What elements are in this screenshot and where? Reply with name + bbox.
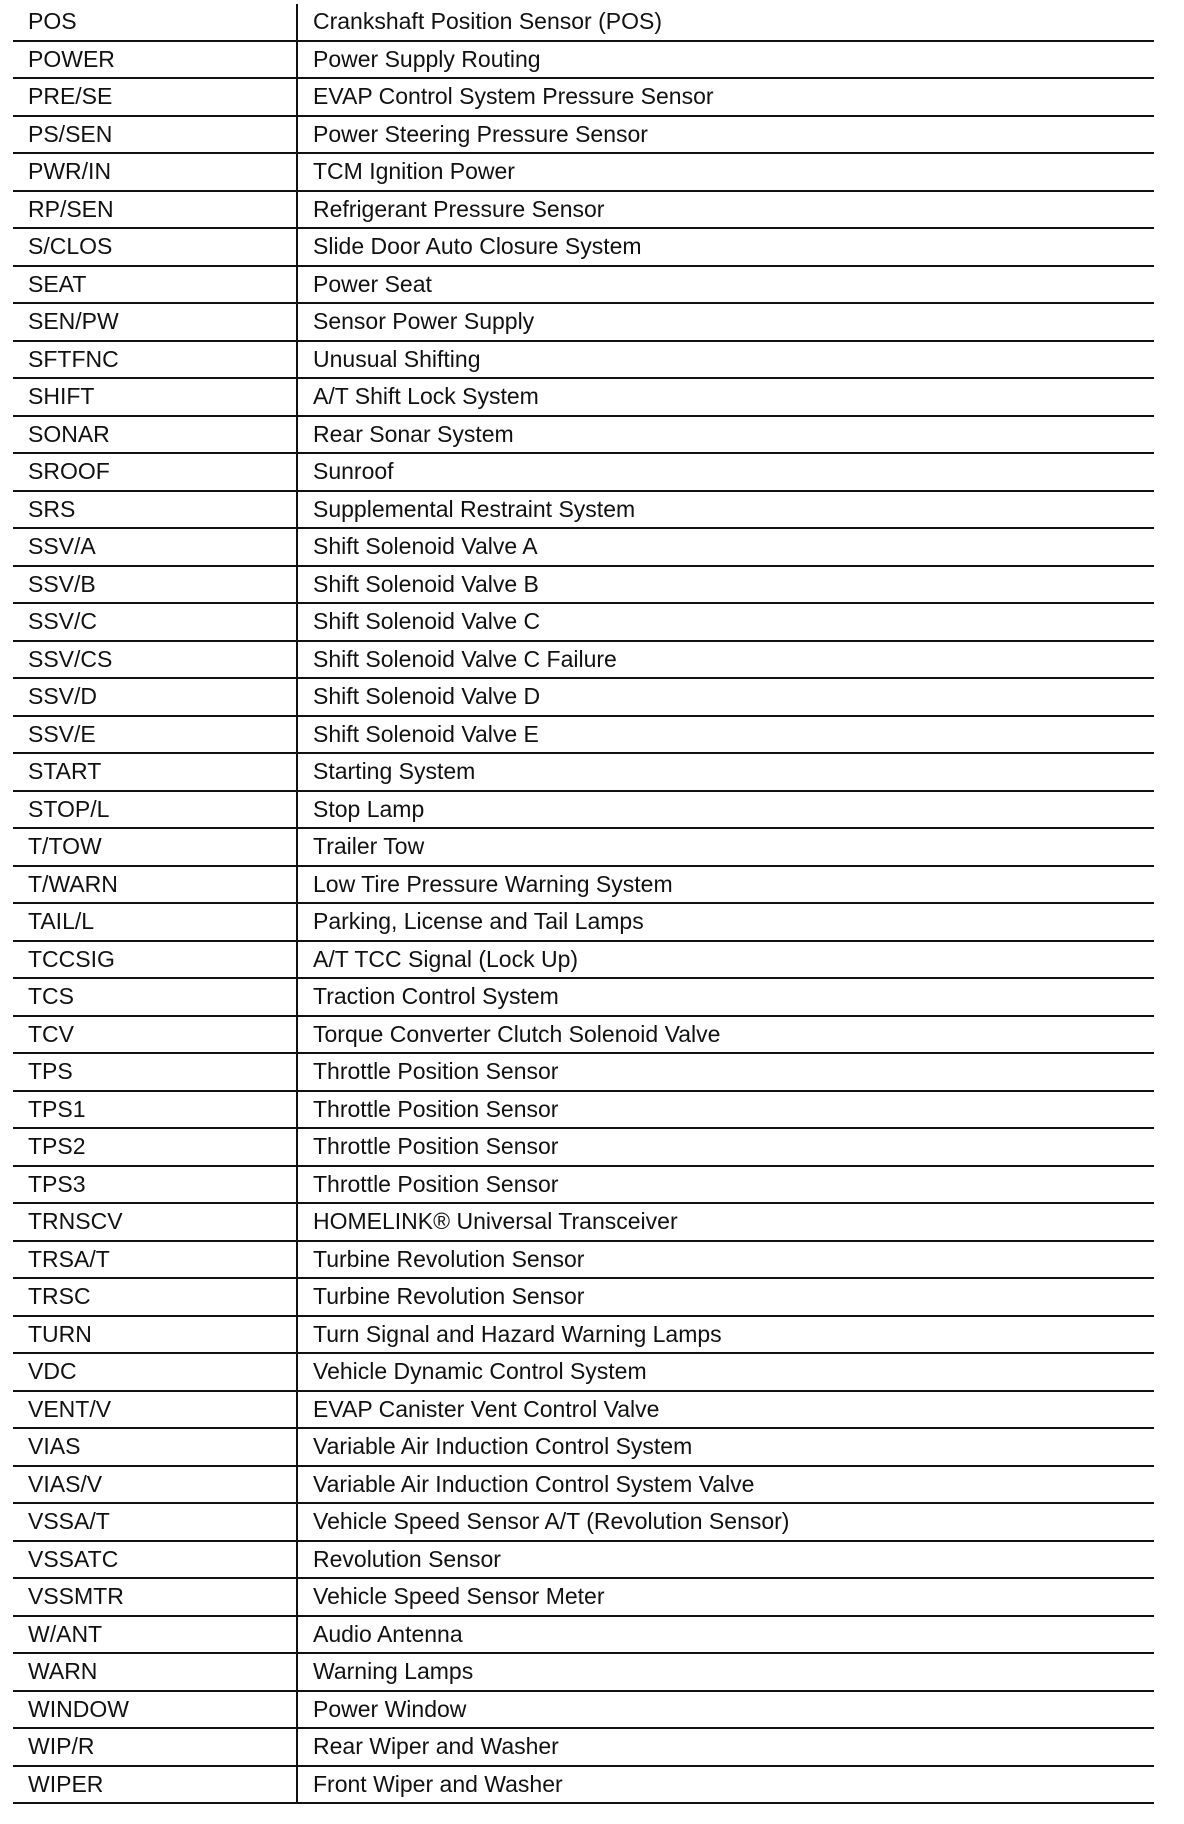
abbreviation-code-cell: VIAS/V	[13, 1466, 297, 1504]
abbreviation-description-cell: EVAP Canister Vent Control Valve	[297, 1391, 1154, 1429]
abbreviation-code-cell: TAIL/L	[13, 903, 297, 941]
table-row	[13, 1728, 1154, 1766]
abbreviation-table-body	[13, 4, 1154, 1803]
abbreviation-code-cell: TPS3	[13, 1166, 297, 1204]
abbreviation-code-cell: W/ANT	[13, 1616, 297, 1654]
table-row	[13, 378, 1154, 416]
abbreviation-description-cell: Shift Solenoid Valve A	[297, 528, 1154, 566]
table-row	[13, 116, 1154, 154]
table-row	[13, 416, 1154, 454]
abbreviation-description-cell: Shift Solenoid Valve E	[297, 716, 1154, 754]
abbreviation-description-cell: Variable Air Induction Control System Valve	[297, 1466, 1154, 1504]
abbreviation-code-cell: WARN	[13, 1653, 297, 1691]
abbreviation-code-cell: SEAT	[13, 266, 297, 304]
table-row	[13, 1278, 1154, 1316]
table-row	[13, 1653, 1154, 1691]
abbreviation-code-cell: VSSATC	[13, 1541, 297, 1579]
abbreviation-description-cell: Shift Solenoid Valve D	[297, 678, 1154, 716]
abbreviation-description-cell: Variable Air Induction Control System	[297, 1428, 1154, 1466]
abbreviation-code-cell: TRNSCV	[13, 1203, 297, 1241]
abbreviation-code-cell: TRSA/T	[13, 1241, 297, 1279]
table-row	[13, 941, 1154, 979]
abbreviation-description-cell: Slide Door Auto Closure System	[297, 228, 1154, 266]
abbreviation-code-cell: PRE/SE	[13, 78, 297, 116]
table-row	[13, 603, 1154, 641]
abbreviation-code-cell: START	[13, 753, 297, 791]
table-row	[13, 1128, 1154, 1166]
table-row	[13, 453, 1154, 491]
abbreviation-description-cell: Turbine Revolution Sensor	[297, 1278, 1154, 1316]
abbreviation-description-cell: Power Steering Pressure Sensor	[297, 116, 1154, 154]
abbreviation-code-cell: VENT/V	[13, 1391, 297, 1429]
abbreviation-table	[13, 4, 1154, 1804]
abbreviation-code-cell: POS	[13, 4, 297, 41]
abbreviation-description-cell: Vehicle Dynamic Control System	[297, 1353, 1154, 1391]
abbreviation-code-cell: TRSC	[13, 1278, 297, 1316]
abbreviation-code-cell: SSV/B	[13, 566, 297, 604]
abbreviation-code-cell: SHIFT	[13, 378, 297, 416]
table-row	[13, 1691, 1154, 1729]
abbreviation-description-cell: Turn Signal and Hazard Warning Lamps	[297, 1316, 1154, 1354]
abbreviation-code-cell: SSV/E	[13, 716, 297, 754]
abbreviation-code-cell: STOP/L	[13, 791, 297, 829]
table-row	[13, 1503, 1154, 1541]
abbreviation-description-cell: Shift Solenoid Valve C Failure	[297, 641, 1154, 679]
table-row	[13, 828, 1154, 866]
abbreviation-code-cell: T/TOW	[13, 828, 297, 866]
abbreviation-code-cell: TCS	[13, 978, 297, 1016]
abbreviation-description-cell: Warning Lamps	[297, 1653, 1154, 1691]
abbreviation-description-cell: Supplemental Restraint System	[297, 491, 1154, 529]
abbreviation-code-cell: SSV/CS	[13, 641, 297, 679]
abbreviation-code-cell: T/WARN	[13, 866, 297, 904]
table-row	[13, 1241, 1154, 1279]
abbreviation-code-cell: POWER	[13, 41, 297, 79]
abbreviation-description-cell: Front Wiper and Washer	[297, 1766, 1154, 1804]
table-row	[13, 1466, 1154, 1504]
table-row	[13, 978, 1154, 1016]
table-row	[13, 1428, 1154, 1466]
table-row	[13, 1053, 1154, 1091]
table-row	[13, 1353, 1154, 1391]
abbreviation-code-cell: RP/SEN	[13, 191, 297, 229]
abbreviation-code-cell: VSSMTR	[13, 1578, 297, 1616]
table-row	[13, 791, 1154, 829]
abbreviation-description-cell: Starting System	[297, 753, 1154, 791]
table-row	[13, 153, 1154, 191]
abbreviation-description-cell: Shift Solenoid Valve B	[297, 566, 1154, 604]
abbreviation-description-cell: Vehicle Speed Sensor A/T (Revolution Sensor)	[297, 1503, 1154, 1541]
abbreviation-code-cell: WINDOW	[13, 1691, 297, 1729]
table-row	[13, 1016, 1154, 1054]
table-row	[13, 341, 1154, 379]
abbreviation-description-cell: Parking, License and Tail Lamps	[297, 903, 1154, 941]
abbreviation-description-cell: Rear Sonar System	[297, 416, 1154, 454]
abbreviation-code-cell: TCV	[13, 1016, 297, 1054]
abbreviation-description-cell: Trailer Tow	[297, 828, 1154, 866]
abbreviation-description-cell: Throttle Position Sensor	[297, 1128, 1154, 1166]
table-row	[13, 303, 1154, 341]
table-row	[13, 1316, 1154, 1354]
table-row	[13, 903, 1154, 941]
table-row	[13, 1166, 1154, 1204]
table-row	[13, 1766, 1154, 1804]
abbreviation-description-cell: Power Seat	[297, 266, 1154, 304]
abbreviation-description-cell: Shift Solenoid Valve C	[297, 603, 1154, 641]
abbreviation-description-cell: Unusual Shifting	[297, 341, 1154, 379]
table-row	[13, 1578, 1154, 1616]
abbreviation-code-cell: WIPER	[13, 1766, 297, 1804]
abbreviation-code-cell: PWR/IN	[13, 153, 297, 191]
abbreviation-description-cell: Sunroof	[297, 453, 1154, 491]
abbreviation-description-cell: Stop Lamp	[297, 791, 1154, 829]
abbreviation-description-cell: HOMELINK® Universal Transceiver	[297, 1203, 1154, 1241]
abbreviation-table-container	[13, 4, 1154, 1804]
table-row	[13, 78, 1154, 116]
table-row	[13, 866, 1154, 904]
abbreviation-code-cell: PS/SEN	[13, 116, 297, 154]
abbreviation-code-cell: SSV/D	[13, 678, 297, 716]
table-row	[13, 566, 1154, 604]
abbreviation-description-cell: Rear Wiper and Washer	[297, 1728, 1154, 1766]
abbreviation-description-cell: Turbine Revolution Sensor	[297, 1241, 1154, 1279]
abbreviation-description-cell: Crankshaft Position Sensor (POS)	[297, 4, 1154, 41]
abbreviation-description-cell: Refrigerant Pressure Sensor	[297, 191, 1154, 229]
abbreviation-code-cell: TPS	[13, 1053, 297, 1091]
table-row	[13, 528, 1154, 566]
table-row	[13, 716, 1154, 754]
table-row	[13, 228, 1154, 266]
abbreviation-code-cell: VSSA/T	[13, 1503, 297, 1541]
abbreviation-description-cell: A/T TCC Signal (Lock Up)	[297, 941, 1154, 979]
abbreviation-description-cell: Vehicle Speed Sensor Meter	[297, 1578, 1154, 1616]
abbreviation-code-cell: SSV/A	[13, 528, 297, 566]
table-row	[13, 491, 1154, 529]
abbreviation-code-cell: WIP/R	[13, 1728, 297, 1766]
table-row	[13, 191, 1154, 229]
abbreviation-code-cell: S/CLOS	[13, 228, 297, 266]
abbreviation-code-cell: TURN	[13, 1316, 297, 1354]
table-row	[13, 1391, 1154, 1429]
abbreviation-code-cell: SEN/PW	[13, 303, 297, 341]
abbreviation-code-cell: SSV/C	[13, 603, 297, 641]
table-row	[13, 1091, 1154, 1129]
abbreviation-code-cell: SROOF	[13, 453, 297, 491]
abbreviation-description-cell: TCM Ignition Power	[297, 153, 1154, 191]
abbreviation-code-cell: VIAS	[13, 1428, 297, 1466]
abbreviation-description-cell: EVAP Control System Pressure Sensor	[297, 78, 1154, 116]
table-row	[13, 1616, 1154, 1654]
abbreviation-description-cell: Throttle Position Sensor	[297, 1166, 1154, 1204]
abbreviation-description-cell: Power Supply Routing	[297, 41, 1154, 79]
table-row	[13, 41, 1154, 79]
abbreviation-description-cell: Power Window	[297, 1691, 1154, 1729]
table-row	[13, 753, 1154, 791]
abbreviation-code-cell: SRS	[13, 491, 297, 529]
abbreviation-code-cell: VDC	[13, 1353, 297, 1391]
abbreviation-code-cell: TPS2	[13, 1128, 297, 1166]
abbreviation-code-cell: TPS1	[13, 1091, 297, 1129]
abbreviation-code-cell: SFTFNC	[13, 341, 297, 379]
table-row	[13, 678, 1154, 716]
abbreviation-description-cell: Torque Converter Clutch Solenoid Valve	[297, 1016, 1154, 1054]
abbreviation-code-cell: TCCSIG	[13, 941, 297, 979]
table-row	[13, 641, 1154, 679]
abbreviation-description-cell: Low Tire Pressure Warning System	[297, 866, 1154, 904]
abbreviation-description-cell: A/T Shift Lock System	[297, 378, 1154, 416]
abbreviation-description-cell: Revolution Sensor	[297, 1541, 1154, 1579]
abbreviation-description-cell: Sensor Power Supply	[297, 303, 1154, 341]
abbreviation-description-cell: Throttle Position Sensor	[297, 1053, 1154, 1091]
table-row	[13, 266, 1154, 304]
table-row	[13, 1203, 1154, 1241]
table-row	[13, 4, 1154, 41]
abbreviation-description-cell: Audio Antenna	[297, 1616, 1154, 1654]
abbreviation-code-cell: SONAR	[13, 416, 297, 454]
abbreviation-description-cell: Traction Control System	[297, 978, 1154, 1016]
table-row	[13, 1541, 1154, 1579]
abbreviation-description-cell: Throttle Position Sensor	[297, 1091, 1154, 1129]
